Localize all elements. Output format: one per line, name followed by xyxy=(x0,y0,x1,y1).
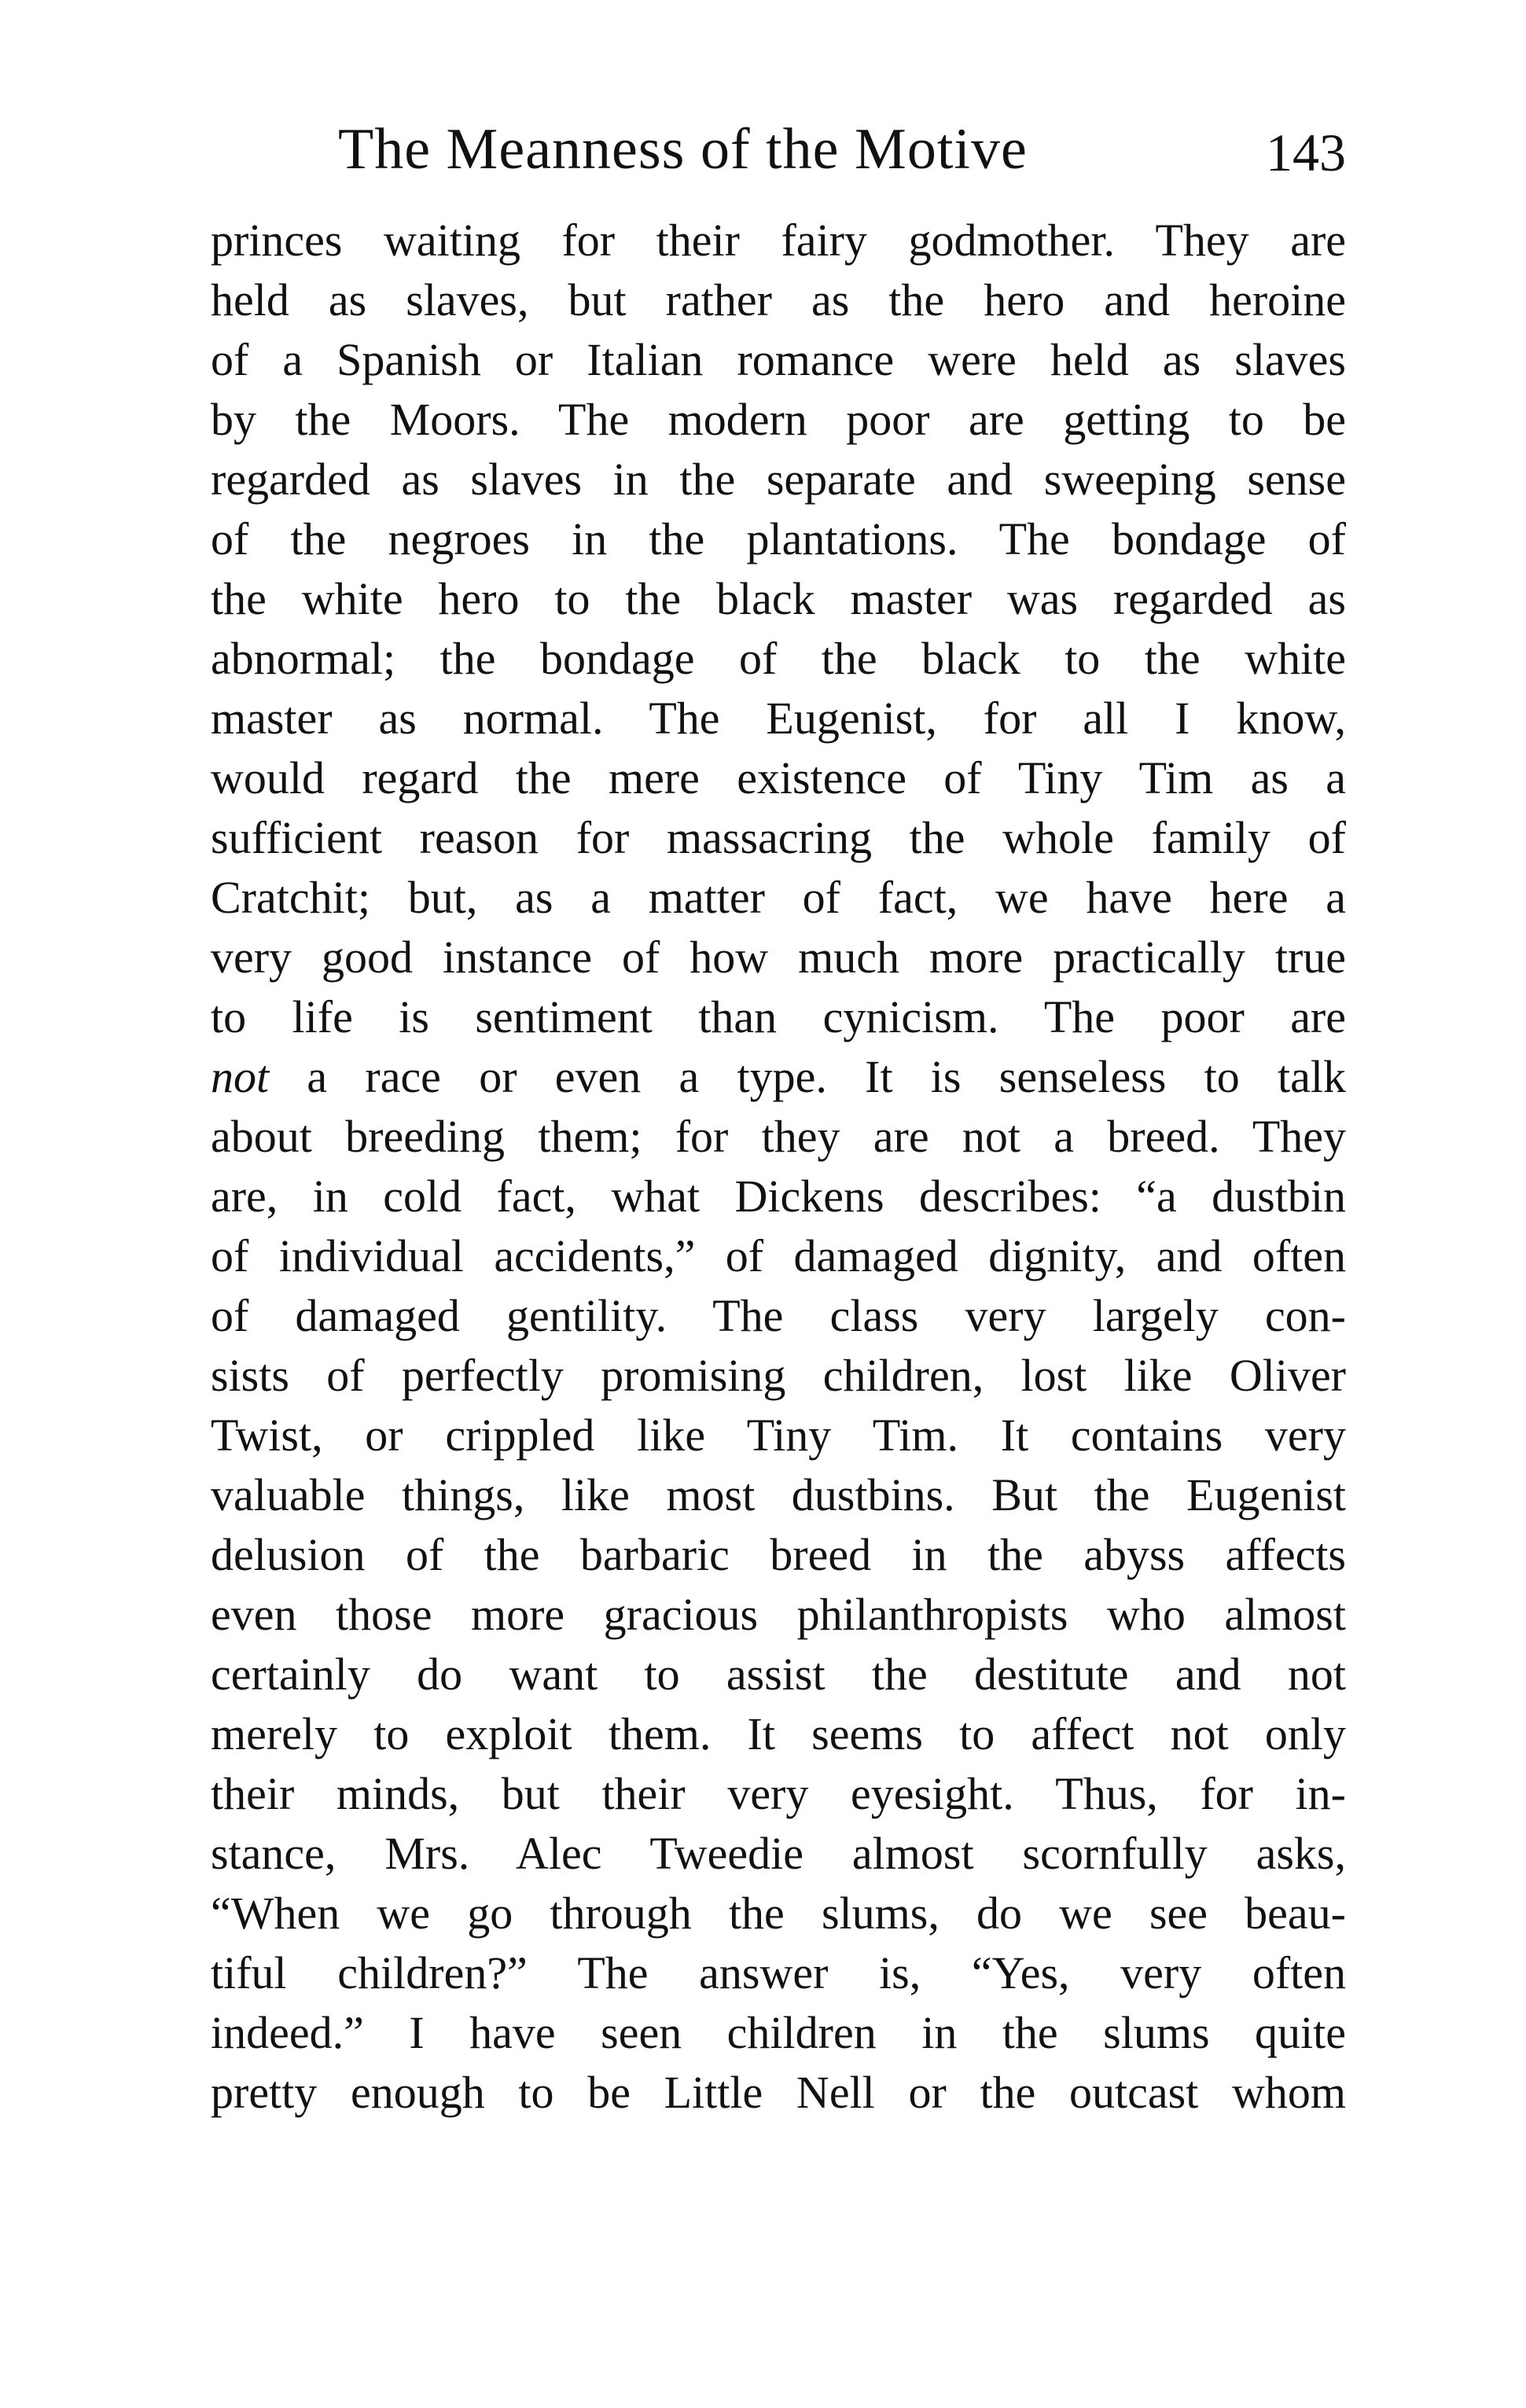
text-line: Cratchit; but, as a matter of fact, we have here a xyxy=(211,872,1346,923)
text-line: delusion of the barbaric breed in the abyss affects xyxy=(211,1529,1346,1580)
text-line: of damaged gentility. The class very largely con- xyxy=(211,1290,1346,1341)
text-line: indeed.” I have seen children in the slums quite xyxy=(211,2007,1346,2058)
emphasis-not: not xyxy=(211,1051,270,1102)
text-line: the white hero to the black master was regarded as xyxy=(211,573,1346,624)
text-line: sufficient reason for massacring the whole family of xyxy=(211,812,1346,863)
text-line: tiful children?” The answer is, “Yes, very often xyxy=(211,1947,1346,1998)
text-line: “When we go through the slums, do we see beau- xyxy=(211,1888,1346,1939)
text-line: stance, Mrs. Alec Tweedie almost scornfully asks, xyxy=(211,1828,1346,1879)
text-line xyxy=(211,1047,1346,1107)
text-line: held as slaves, but rather as the hero and heroine xyxy=(211,274,1346,325)
body-text xyxy=(211,211,1346,2123)
text-line: abnormal; the bondage of the black to the white xyxy=(211,633,1346,684)
text-line: valuable things, like most dustbins. But the Eugenist xyxy=(211,1469,1346,1520)
text-line: even those more gracious philanthropists who almost xyxy=(211,1589,1346,1640)
text-line: of a Spanish or Italian romance were held as slaves xyxy=(211,334,1346,385)
text-line: of individual accidents,” of damaged dignity, and often xyxy=(211,1230,1346,1281)
text-line: Twist, or crippled like Tiny Tim. It contains very xyxy=(211,1410,1346,1461)
text-line: master as normal. The Eugenist, for all I know, xyxy=(211,693,1346,744)
text-line: of the negroes in the plantations. The bondage of xyxy=(211,513,1346,564)
running-title: The Meanness of the Motive xyxy=(338,117,1028,182)
running-head xyxy=(338,110,1346,189)
text-line: would regard the mere existence of Tiny Tim as a xyxy=(211,752,1346,803)
text-line: regarded as slaves in the separate and sweeping sense xyxy=(211,454,1346,505)
text-line: merely to exploit them. It seems to affect not only xyxy=(211,1708,1346,1759)
text-line: their minds, but their very eyesight. Thus, for in- xyxy=(211,1768,1346,1819)
text-line: by the Moors. The modern poor are getting to be xyxy=(211,394,1346,445)
text-line: very good instance of how much more practically true xyxy=(211,932,1346,983)
text-line: to life is sentiment than cynicism. The poor are xyxy=(211,991,1346,1042)
text-line: are, in cold fact, what Dickens describes: “a dustbin xyxy=(211,1171,1346,1222)
text-line: about breeding them; for they are not a breed. They xyxy=(211,1111,1346,1162)
page-number: 143 xyxy=(1266,123,1346,182)
text-line: pretty enough to be Little Nell or the outcast whom xyxy=(211,2067,1346,2118)
line-rest: a race or even a type. It is senseless to talk xyxy=(269,1051,1346,1102)
text-line: certainly do want to assist the destitute and not xyxy=(211,1649,1346,1700)
text-line: sists of perfectly promising children, lost like Oliver xyxy=(211,1350,1346,1401)
text-line: princes waiting for their fairy godmother. They are xyxy=(211,215,1346,266)
